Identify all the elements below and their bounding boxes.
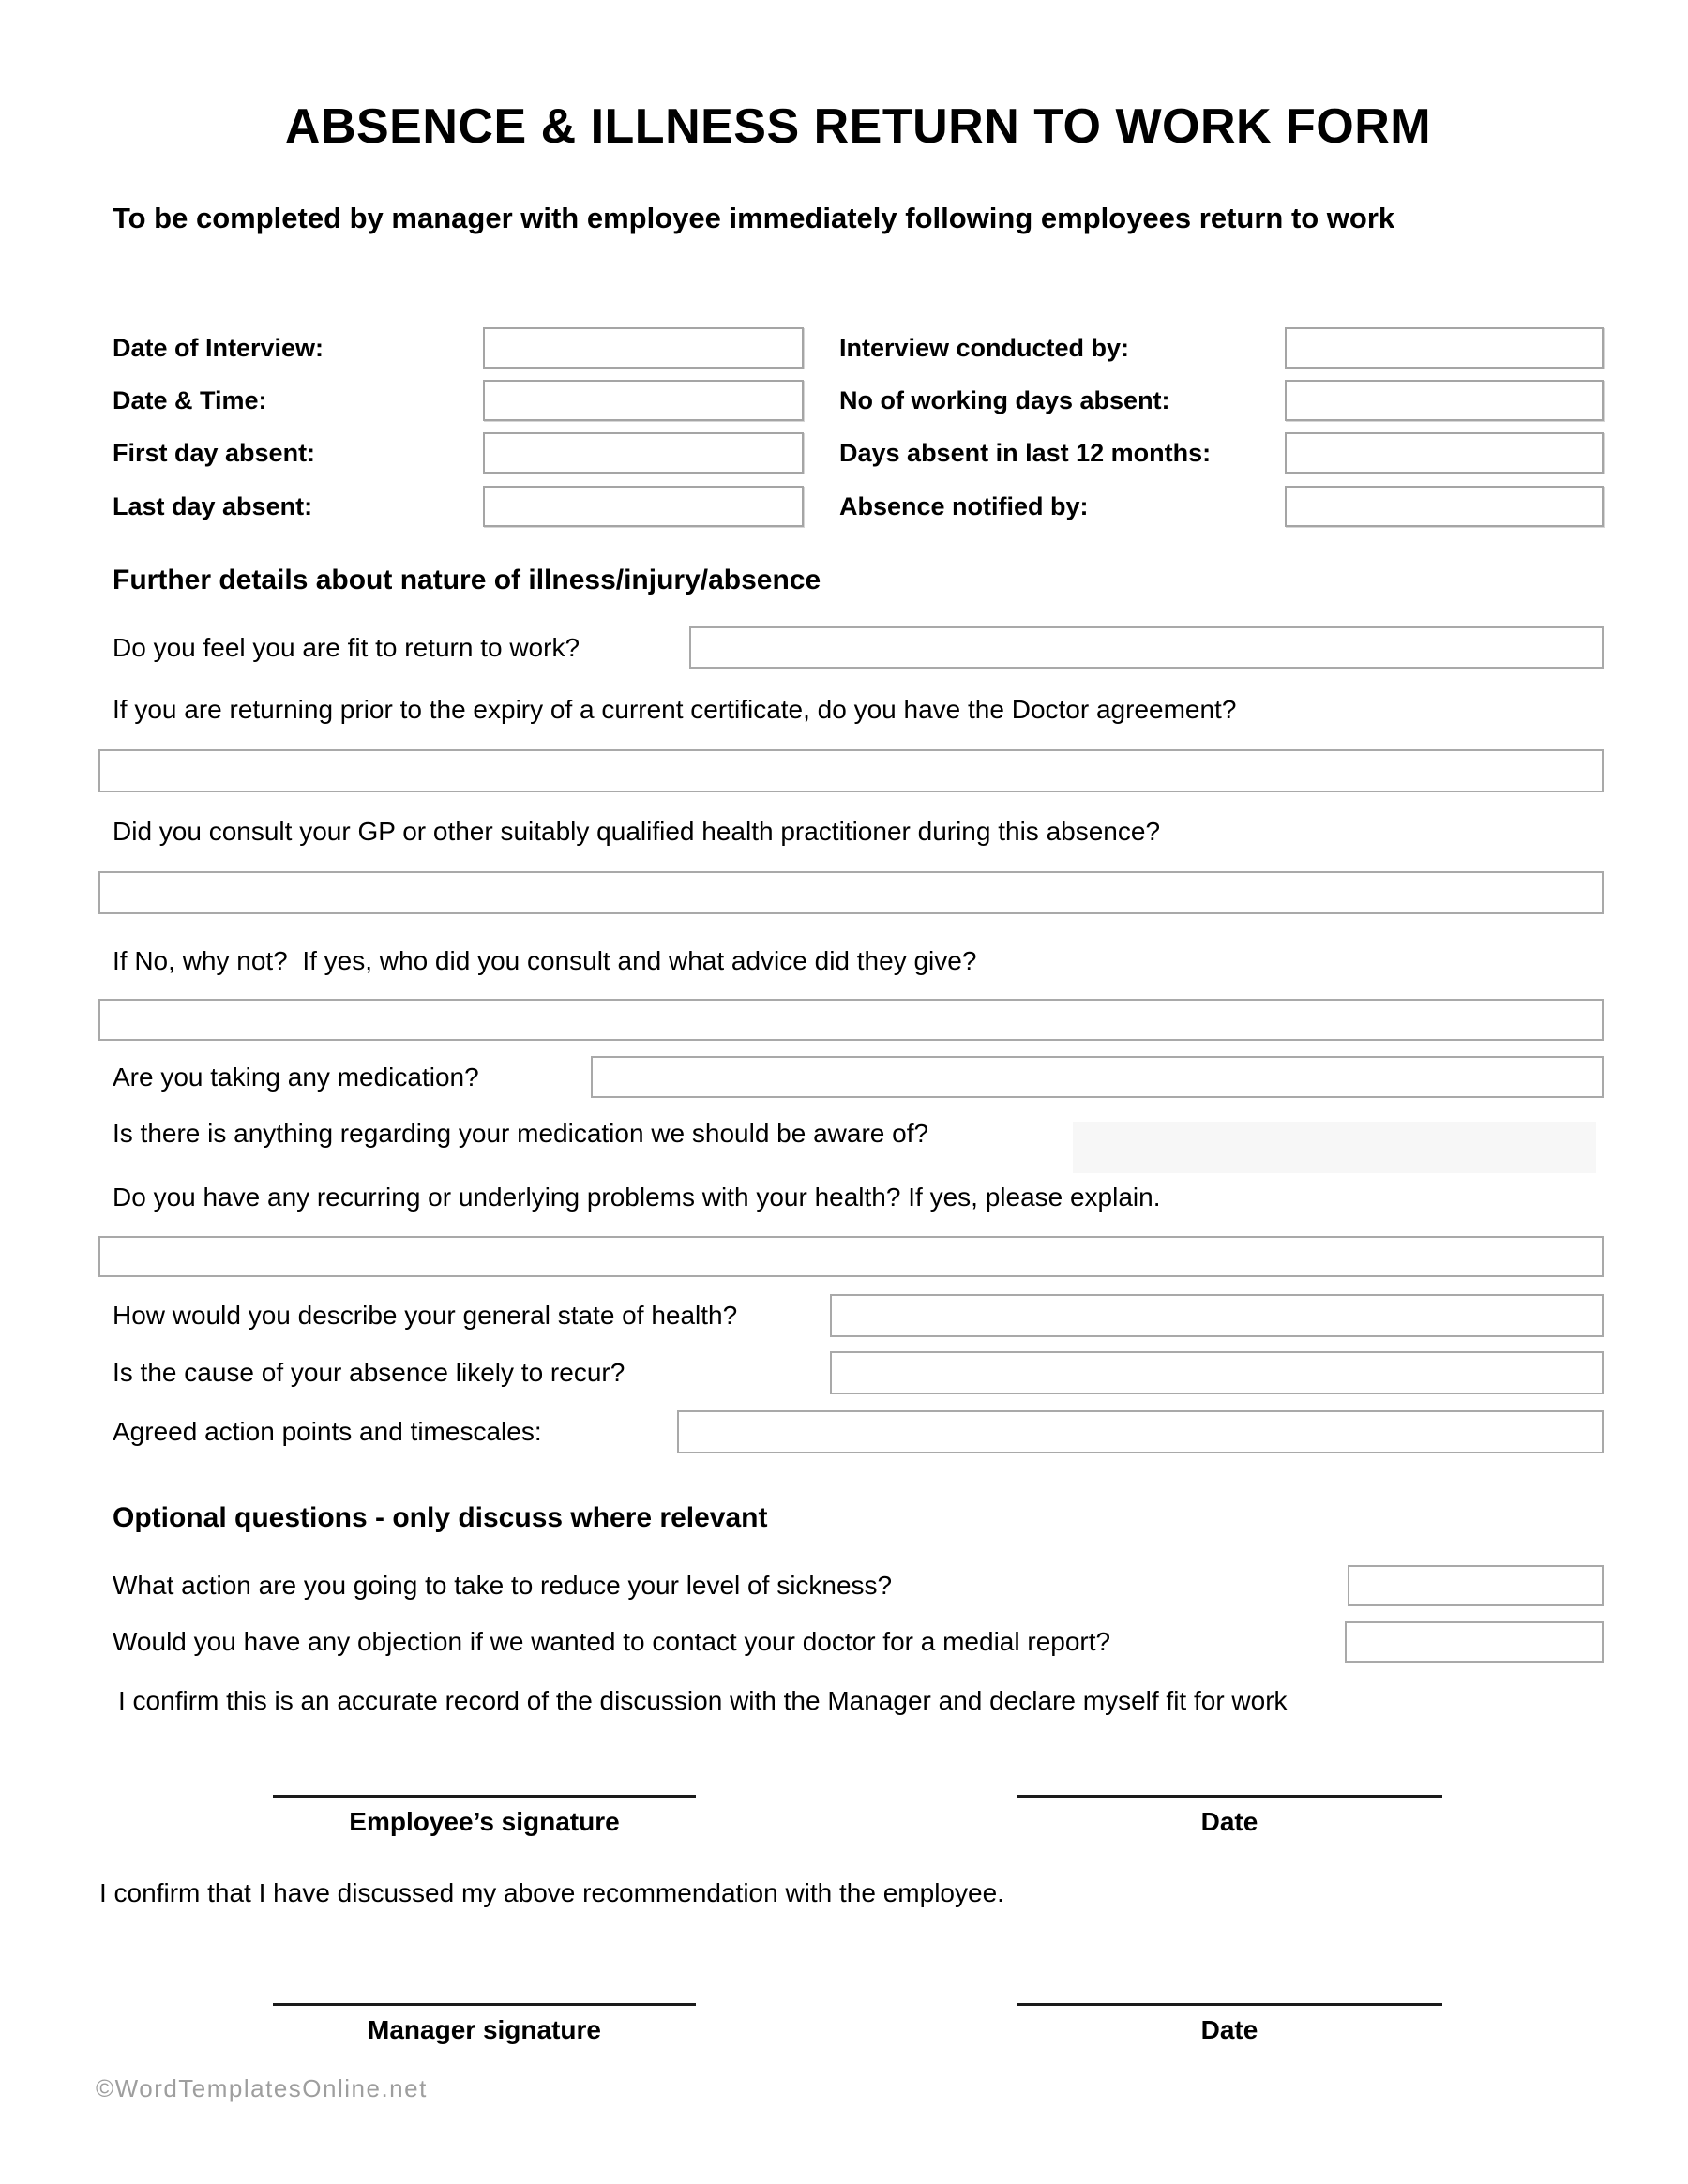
employee-date-label: Date (1200, 1807, 1258, 1836)
last-day-absent-input[interactable] (483, 486, 804, 527)
section-heading-optional-questions: Optional questions - only discuss where relevant (113, 1502, 768, 1533)
days-absent-12-months-label: Days absent in last 12 months: (839, 439, 1212, 467)
question-general-health: How would you describe your general state of health? (113, 1301, 738, 1330)
interview-conducted-by-input[interactable] (1285, 327, 1604, 369)
watermark-text: ©WordTemplatesOnline.net (96, 2074, 428, 2102)
question-consult-details: If No, why not? If yes, who did you consult and what advice did they give? (113, 946, 977, 975)
question-doctor-agreement: If you are returning prior to the expiry of a current certificate, do you have the Doctor agreement? (113, 695, 1237, 724)
manager-date-line[interactable] (1017, 2003, 1442, 2006)
doctor-agreement-input[interactable] (98, 749, 1604, 792)
interview-conducted-by-label: Interview conducted by: (839, 334, 1130, 362)
medication-awareness-input[interactable] (1073, 1122, 1596, 1173)
first-day-absent-label: First day absent: (113, 439, 316, 467)
date-time-input[interactable] (483, 380, 804, 421)
days-absent-12-months-input[interactable] (1285, 432, 1604, 474)
question-reduce-sickness: What action are you going to take to reduce your level of sickness? (113, 1571, 893, 1600)
contact-doctor-input[interactable] (1345, 1621, 1604, 1663)
absence-recur-input[interactable] (830, 1351, 1604, 1394)
manager-signature-label: Manager signature (368, 2015, 601, 2044)
section-heading-further-details: Further details about nature of illness/injury/absence (113, 565, 821, 595)
question-absence-recur: Is the cause of your absence likely to recur? (113, 1358, 625, 1387)
reduce-sickness-input[interactable] (1348, 1565, 1604, 1606)
date-of-interview-label: Date of Interview: (113, 334, 324, 362)
manager-date-label: Date (1200, 2015, 1258, 2044)
form-instructions: To be completed by manager with employee immediately following employees return to work (113, 202, 1395, 234)
general-health-input[interactable] (830, 1294, 1604, 1337)
employee-date-line[interactable] (1017, 1795, 1442, 1798)
working-days-absent-label: No of working days absent: (839, 386, 1170, 414)
field-row (113, 380, 1604, 421)
first-day-absent-input[interactable] (483, 432, 804, 474)
question-taking-medication: Are you taking any medication? (113, 1062, 479, 1092)
question-action-points: Agreed action points and timescales: (113, 1417, 542, 1446)
employee-signature-line[interactable] (273, 1795, 696, 1798)
question-medication-awareness: Is there is anything regarding your medication we should be aware of? (113, 1119, 929, 1148)
page-title: ABSENCE & ILLNESS RETURN TO WORK FORM (284, 99, 1432, 154)
consulted-gp-input[interactable] (98, 871, 1604, 914)
question-contact-doctor: Would you have any objection if we wanted to contact your doctor for a medial report? (113, 1627, 1111, 1656)
employee-signature-label: Employee’s signature (349, 1807, 620, 1836)
recurring-problems-input[interactable] (98, 1236, 1604, 1277)
question-recurring-problems: Do you have any recurring or underlying problems with your health? If yes, please explain. (113, 1182, 1161, 1212)
last-day-absent-label: Last day absent: (113, 492, 313, 520)
fit-to-return-input[interactable] (689, 626, 1604, 669)
field-row (113, 432, 1604, 474)
employee-confirmation-text: I confirm this is an accurate record of the discussion with the Manager and declare myself fit for work (118, 1686, 1288, 1715)
consult-details-input[interactable] (98, 999, 1604, 1041)
absence-notified-by-input[interactable] (1285, 486, 1604, 527)
question-fit-to-return: Do you feel you are fit to return to work? (113, 633, 580, 662)
date-time-label: Date & Time: (113, 386, 267, 414)
manager-confirmation-text: I confirm that I have discussed my above recommendation with the employee. (99, 1878, 1004, 1907)
action-points-input[interactable] (677, 1410, 1604, 1453)
field-row (113, 486, 1604, 527)
field-row (113, 327, 1604, 369)
working-days-absent-input[interactable] (1285, 380, 1604, 421)
taking-medication-input[interactable] (591, 1056, 1604, 1098)
question-consulted-gp: Did you consult your GP or other suitably qualified health practitioner during this absence? (113, 817, 1161, 846)
manager-signature-line[interactable] (273, 2003, 696, 2006)
date-of-interview-input[interactable] (483, 327, 804, 369)
absence-notified-by-label: Absence notified by: (839, 492, 1089, 520)
